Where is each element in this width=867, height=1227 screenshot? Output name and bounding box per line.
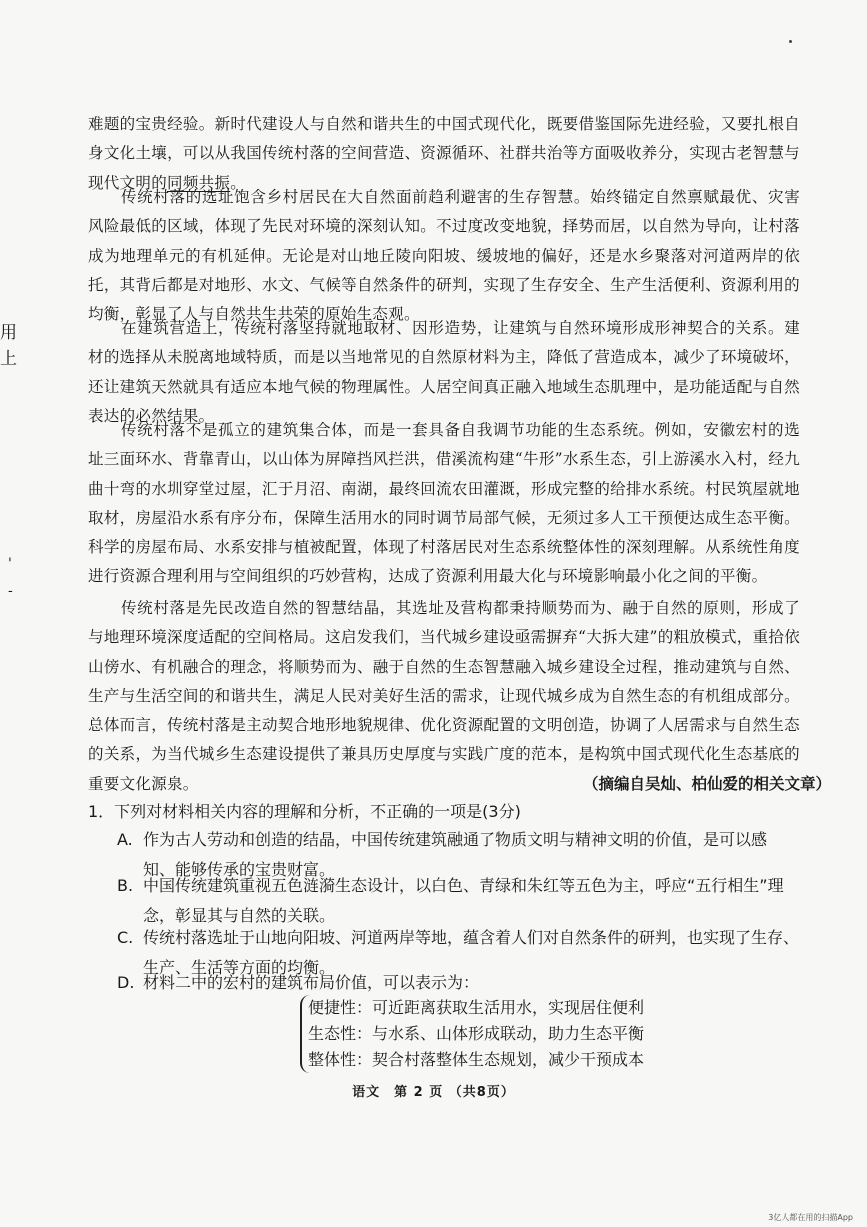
brace-list (300, 995, 644, 1073)
brace-item-integrity: 整体性：契合村落整体生态规划，减少干预成本 (308, 1050, 645, 1069)
brace-item-convenience: 便捷性：可近距离获取生活用水，实现居住便利 (308, 998, 645, 1017)
scanner-watermark: 3亿人都在用的扫描App (768, 1213, 853, 1222)
page-footer: 语文 第 2 页 （共8页） (352, 1085, 515, 1100)
source-citation: （摘编自吴灿、柏仙爱的相关文章） (582, 774, 831, 793)
margin-char-1: 用 (0, 323, 17, 343)
option-c-letter: C. (117, 928, 134, 947)
option-b-letter: B. (117, 876, 134, 895)
material-paragraph-2: 在建筑营造上，传统村落坚持就地取材、因形造势，让建筑与自然环境形成形神契合的关系。建材的选择从未脱离地域特质，而是以当地常见的自然原材料为主，降低了营造成本，减少了环境破坏，还让建筑天然就具有适应本地气候的物理属性。人居空间真正融入地域生态肌理中，是功能适配与自然表达的必然结果。 (88, 319, 800, 425)
brace-item-ecology: 生态性：与水系、山体形成联动，助力生态平衡 (308, 1024, 645, 1043)
scan-speck (789, 40, 792, 43)
margin-mark-2: - (8, 583, 13, 599)
option-c: C. 传统村落选址于山地向阳坡、河道两岸等地，蕴含着人们对自然条件的研判，也实现了生存、 生产、生活等方面的均衡。 (117, 923, 831, 982)
margin-mark-1: ' (8, 556, 12, 572)
material-paragraph-3: 传统村落不是孤立的建筑集合体，而是一套具备自我调节功能的生态系统。例如，安徽宏村的选址三面环水、背靠青山，以山体为屏障挡风拦洪，借溪流构建“牛形”水系生态，引上游溪水入村，经九曲十弯的水圳穿堂过屋，汇于月沼、南湖，最终回流农田灌溉，形成完整的给排水系统。村民筑屋就地取材，房屋沿水系有序分布，保障生活用水的同时调节局部气候，无须过多人工干预便达成生态平衡。科学的房屋布局、水系安排与植被配置，体现了村落居民对生态系统整体性的深刻理解。从系统性角度进行资源合理利用与空间组织的巧妙营构，达成了资源利用最大化与环境影响最小化之间的平衡。 (88, 421, 800, 586)
underlined-phrase: 同频共振 (167, 173, 231, 192)
material-paragraph-1: 传统村落的选址饱含乡村居民在大自然面前趋利避害的生存智慧。始终锚定自然禀赋最优、灾害风险最低的区域，体现了先民对环境的深刻认知。不过度改变地貌，择势而居，以自然为导向，让村落成为地理单元的有机延伸。无论是对山地丘陵向阳坡、缓坡地的偏好，还是水乡聚落对河道两岸的依托，其背后都是对地形、水文、气候等自然条件的研判，实现了生存安全、生产生活便利、资源利用的均衡，彰显了人与自然共生共荣的原始生态观。 (88, 188, 800, 324)
option-d-letter: D. (117, 973, 135, 992)
material-paragraph-0: 难题的宝贵经验。新时代建设人与自然和谐共生的中国式现代化，既要借鉴国际先进经验，又要扎根自身文化土壤，可以从我国传统村落的空间营造、资源循环、社群共治等方面吸收养分，实现古老智慧与现代文明的同频共振。 (88, 115, 800, 192)
option-d: D. 材料二中的宏村的建筑布局价值，可以表示为： (117, 968, 831, 998)
material-paragraph-4: 传统村落是先民改造自然的智慧结晶，其选址及营构都秉持顺势而为、融于自然的原则，形成了与地理环境深度适配的空间格局。这启发我们，当代城乡建设亟需摒弃“大拆大建”的粗放模式，重拾依山傍水、有机融合的理念，将顺势而为、融于自然的生态智慧融入城乡建设全过程，推动建筑与自然、生产与生活空间的和谐共生，满足人民对美好生活的需求，让现代城乡成为自然生态的有机组成部分。总体而言，传统村落是主动契合地形地貌规律、优化资源配置的文明创造，协调了人居需求与自然生态的关系，为当代城乡生态建设提供了兼具历史厚度与实践广度的范本，是构筑中国式现代化生态基底的重要文化源泉。 (88, 599, 800, 793)
option-b: B. 中国传统建筑重视五色涟漪生态设计，以白色、青绿和朱红等五色为主，呼应“五行相生”理 念，彰显其与自然的关联。 (117, 871, 831, 930)
margin-char-2: 上 (0, 349, 17, 369)
question-1-stem: 1．下列对材料相关内容的理解和分析，不正确的一项是(3分) (88, 802, 521, 821)
option-a-letter: A. (117, 830, 133, 849)
option-a: A. 作为古人劳动和创造的结晶，中国传统建筑融通了物质文明与精神文明的价值，是可以感 知、能够传承的宝贵财富。 (117, 825, 831, 884)
